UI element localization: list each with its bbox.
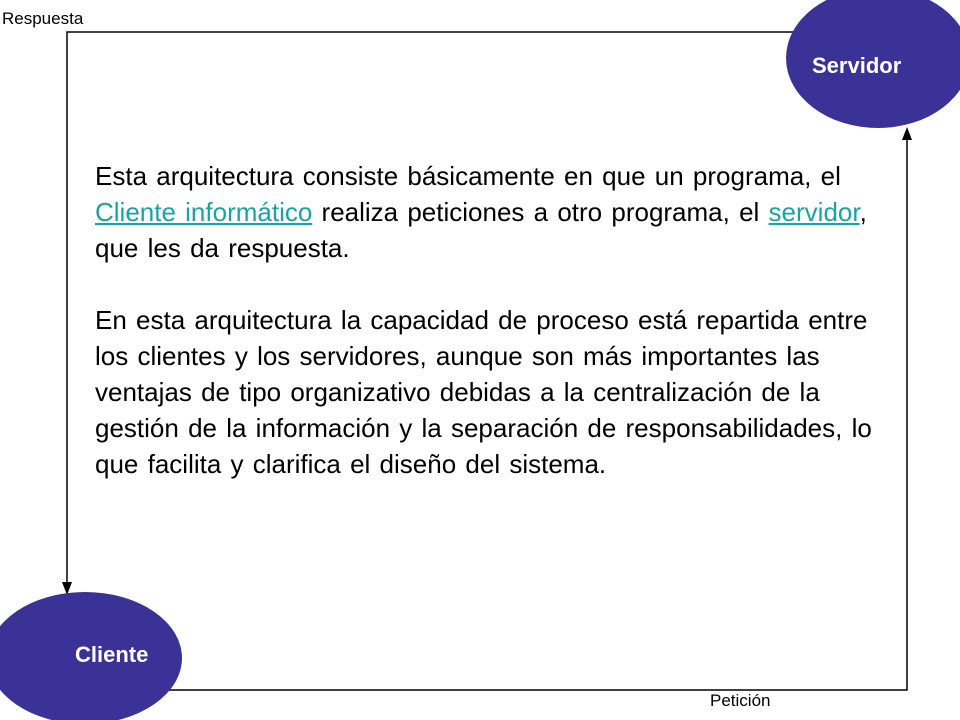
servidor-link[interactable]: servidor [768,197,860,227]
client-label: Cliente [75,642,149,667]
request-label: Petición [710,691,771,710]
server-label: Servidor [812,53,902,78]
request-arrowhead [902,127,912,140]
cliente-informatico-link[interactable]: Cliente informático [95,197,313,227]
paragraph-2: En esta arquitectura la capacidad de proceso está repartida entre los clientes y los servidores, aunque son más importantes las ventajas de tipo organizativo debidas a la centralización de la gestión de la información y la separación de responsabilidades, lo que facilita y clarifica el diseño del sistema. [95,305,872,479]
paragraph-1 [95,158,907,266]
paragraph-1-part-2: realiza peticiones a otro programa, el [312,197,769,227]
response-label: Respuesta [2,9,84,28]
body-text [95,158,907,482]
paragraph-1-part-3: , que les da respuesta. [95,197,867,263]
paragraph-1-part-1: Esta arquitectura consiste básicamente en que un programa, el [95,161,841,191]
